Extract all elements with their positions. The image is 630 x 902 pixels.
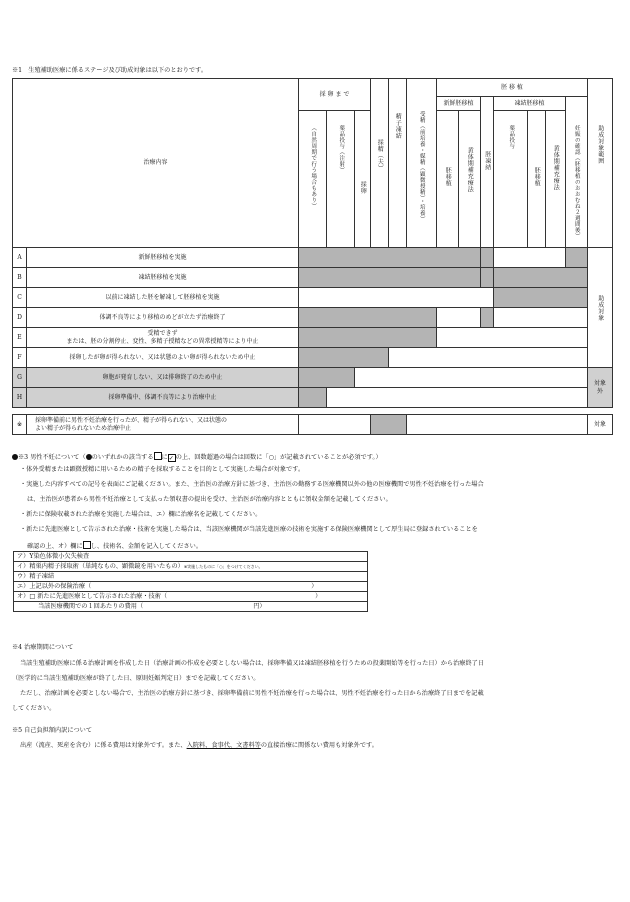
- fertilization-header: 受精（前培養・媒精（顕微授精）・培養）: [407, 79, 437, 248]
- row-h-fill: [299, 388, 327, 408]
- fresh-transfer-header: 新鮮胚移植: [437, 97, 481, 111]
- box-item-a: ア）Y染色体微小欠失検査: [14, 552, 368, 562]
- scope-excluded: 対象外: [588, 368, 613, 408]
- checked-box-icon: ✓: [168, 455, 174, 462]
- treatment-header: 治療内容: [13, 79, 299, 248]
- box-cost: 当該医療機関での１回あたりの費用（ 円）: [14, 602, 368, 612]
- embryo-transfer2-header: 胚移植: [528, 111, 546, 248]
- row-f-text: 採卵したが卵が得られない、又は状態のよい卵が得られないため中止: [27, 348, 299, 368]
- row-g-label: G: [13, 368, 27, 388]
- note5-title: ※5 自己負担額内訳について: [12, 727, 93, 734]
- note3-bullet-2b: は、主治医が患者から男性不妊治療として支払った領収書の提出を受け、主治医が治療内容とともに領収金額を記載してください。: [27, 496, 392, 503]
- note4-title: ※4 治療期間について: [12, 644, 74, 651]
- row-g-text: 卵胞が発育しない、又は排卵終了のため中止: [27, 368, 299, 388]
- male-infertility-box: [13, 551, 368, 612]
- drug-injection-header: 薬品投与（注射）: [327, 111, 355, 248]
- row-c-text: 以前に凍結した胚を解凍して胚移植を実施: [27, 288, 299, 308]
- treatment-stage-table: [12, 78, 613, 435]
- scope-eligible: 助成対象: [588, 248, 613, 368]
- row-e-fill: [299, 328, 437, 348]
- row-b-frozen: [494, 268, 588, 288]
- box-item-u: ウ）精子凍結: [14, 572, 368, 582]
- sperm-freeze-header: 精子凍結: [389, 79, 407, 248]
- row-a-freeze: [481, 248, 494, 268]
- box-item-e: エ）上記以外の保険治療（ ）: [14, 582, 368, 592]
- embryo-freeze-header: 胚凍結: [481, 97, 494, 248]
- row-e-label: E: [13, 328, 27, 348]
- row-a-fill: [299, 248, 481, 268]
- luteal-support-header: 黄体期補充療法: [459, 111, 481, 248]
- row-c-frozen: [494, 288, 588, 308]
- note3-bullet-1: ・体外受精または顕微授精に用いるための精子を採取することを目的として実施した場合が対象です。: [20, 466, 305, 473]
- row-b-fill: [299, 268, 481, 288]
- note3-bullet-4a: ・新たに先進医療として告示された治療・技術を実施した場合は、当該医療機関が当該先進医療の技術を実施する保険医療機関として厚生局に登録されていることを: [20, 526, 478, 533]
- luteal-support2-header: 黄体期補充療法: [546, 111, 566, 248]
- note3-heading: ※3 男性不妊について（ のいずれかの該当する に✓ の上、回数超過の場合は回数に「○」が記載されていることが必須です。）: [12, 452, 382, 462]
- checkbox-icon: [154, 452, 162, 460]
- row-star-text: 採卵準備前に男性不妊治療を行ったが、精子が得られない、又は状態の よい精子が得られないため治療中止: [27, 415, 299, 435]
- box-item-o: オ）□ 新たに先進医療として告示された治療・技術（ ）: [14, 592, 368, 602]
- note3-bullet-3: ・新たに保険収載された治療を実施した場合は、エ）欄に治療名を記載してください。: [20, 511, 262, 518]
- note4-p1: 当該生殖補助医療に係る治療計画を作成した日（治療計画の作成を必要としない場合は、採卵準備又は凍結胚移植を行うための投薬開始等を行った日）から治療終了日: [20, 660, 485, 667]
- row-star-label: ※: [13, 415, 27, 435]
- drug2-header: 薬品投与: [494, 111, 528, 248]
- natural-cycle-header: （自然周期で行う場合もあり）: [299, 111, 327, 248]
- note4-p2: （医学的に当該生殖補助医療が終了した日、原則妊娠判定日）までを記載してください。: [12, 675, 260, 682]
- row-a-label: A: [13, 248, 27, 268]
- row-e-text: 受精できず または、胚の分割停止、変性、多精子授精などの異常授精等により中止: [27, 328, 299, 348]
- row-b-label: B: [13, 268, 27, 288]
- scope-eligible-short: 対象: [588, 415, 613, 435]
- row-h-label: H: [13, 388, 27, 408]
- frozen-transfer-header: 凍結胚移植: [494, 97, 566, 111]
- pregnancy-check-header: 妊娠の確認（胚移植のおおむね２週間後）: [566, 97, 588, 248]
- row-f-fill: [299, 348, 389, 368]
- embryo-transfer-header: 胚移植: [437, 111, 459, 248]
- note3-bullet-4b: 確認の上、オ）欄に し、技術名、金額を記入してください。: [27, 543, 203, 550]
- row-d-fill: [299, 308, 437, 328]
- note4-p4: してください。: [12, 705, 56, 712]
- note3-bullet-2a: ・実施した内容すべての記号を表面にご記載ください。また、主治医の治療方針に基づき、主治医の勤務する医療機関以外の他の医療機関で男性不妊治療を行った場合: [20, 481, 484, 488]
- box-item-i: イ）精巣内精子採取術（単純なもの、顕微鏡を用いたもの）※実施したものに「○」をつけてください。: [14, 562, 368, 572]
- checked-box-icon-2: [83, 541, 91, 549]
- egg-until-header: 採 卵 ま で: [299, 79, 371, 111]
- note1-intro: ※1 生殖補助医療に係るステージ及び助成対象は以下のとおりです。: [12, 67, 208, 74]
- note5-p1: 出産（流産、死産を含む）に係る費用は対象外です。また、入院料、食事代、文書料等の直接治療に関係ない費用も対象外です。: [20, 742, 378, 749]
- row-star-fill: [371, 415, 407, 435]
- row-a-text: 新鮮胚移植を実施: [27, 248, 299, 268]
- row-g-fill: [299, 368, 355, 388]
- row-a-check: [566, 248, 588, 268]
- row-d-text: 体調不良等により移植のめどが立たず治療終了: [27, 308, 299, 328]
- note4-p3: ただし、治療計画を必要としない場合で、主治医の治療方針に基づき、採卵準備前に男性不妊治療を行った場合は、男性不妊治療を行った日から治療終了日までを記載: [20, 690, 484, 697]
- egg-retrieval-header: 採卵: [355, 111, 371, 248]
- row-b-text: 凍結胚移植を実施: [27, 268, 299, 288]
- row-d-label: D: [13, 308, 27, 328]
- row-h-text: 採卵準備中、体調不良等により治療中止: [27, 388, 299, 408]
- sperm-husband-header: 採精（夫）: [371, 79, 389, 248]
- row-f-label: F: [13, 348, 27, 368]
- row-c-label: C: [13, 288, 27, 308]
- transfer-header: 胚 移 植: [437, 79, 588, 97]
- scope-header: 助成対象範囲: [588, 79, 613, 248]
